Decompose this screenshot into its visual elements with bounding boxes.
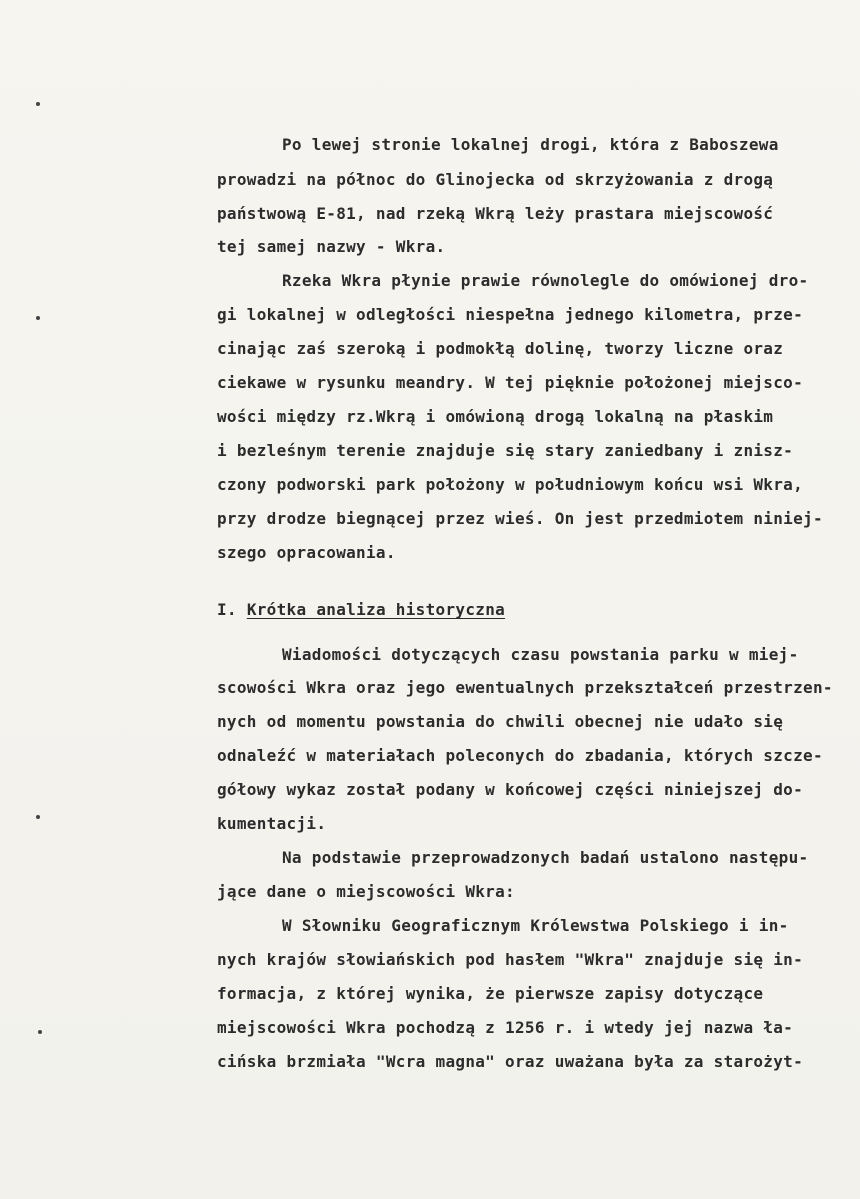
text-line: gi lokalnej w odległości niespełna jednego kilometra, prze- [217,305,804,324]
text-line: ciekawe w rysunku meandry. W tej pięknie położonej miejsco- [217,373,804,392]
text-line: Po lewej stronie lokalnej drogi, która z Baboszewa [282,135,779,154]
text-line: szego opracowania. [217,543,396,562]
text-line: nych od momentu powstania do chwili obecnej nie udało się [217,712,784,731]
margin-punch-mark [36,815,40,819]
text-line: czony podworski park położony w południowym końcu wsi Wkra, [217,475,804,494]
section-heading [217,600,505,620]
text-line: kumentacji. [217,814,327,833]
text-line: państwową E-81, nad rzeką Wkrą leży prastara miejscowość [217,204,774,223]
text-line: wości między rz.Wkrą i omówioną drogą lokalną na płaskim [217,407,774,426]
text-line: nych krajów słowiańskich pod hasłem "Wkra" znajduje się in- [217,950,804,969]
text-line: gółowy wykaz został podany w końcowej części niniejszej do- [217,780,804,799]
text-line: przy drodze biegnącej przez wieś. On jest przedmiotem niniej- [217,509,823,528]
text-line: Wiadomości dotyczących czasu powstania parku w miej- [282,645,799,664]
section-number: I. [217,600,247,619]
text-line: prowadzi na północ do Glinojecka od skrzyżowania z drogą [217,170,774,189]
text-line: Rzeka Wkra płynie prawie równolegle do omówionej dro- [282,271,809,290]
text-line: jące dane o miejscowości Wkra: [217,882,515,901]
text-line: formacja, z której wynika, że pierwsze zapisy dotyczące [217,984,764,1003]
text-line: cińska brzmiała "Wcra magna" oraz uważana była za starożyt- [217,1052,804,1071]
text-line: tej samej nazwy - Wkra. [217,237,446,256]
margin-punch-mark [38,1030,42,1034]
text-line: cinając zaś szeroką i podmokłą dolinę, tworzy liczne oraz [217,339,784,358]
text-line: Na podstawie przeprowadzonych badań ustalono następu- [282,848,809,867]
text-line: odnaleźć w materiałach poleconych do zbadania, których szcze- [217,746,823,765]
text-line: scowości Wkra oraz jego ewentualnych przekształceń przestrzen- [217,678,833,697]
margin-punch-mark [36,316,40,320]
text-line: W Słowniku Geograficznym Królewstwa Polskiego i in- [282,916,789,935]
section-title: Krótka analiza historyczna [246,600,506,619]
margin-punch-mark [36,102,40,106]
text-line: i bezleśnym terenie znajduje się stary zaniedbany i znisz- [217,441,794,460]
text-line: miejscowości Wkra pochodzą z 1256 r. i wtedy jej nazwa ła- [217,1018,794,1037]
